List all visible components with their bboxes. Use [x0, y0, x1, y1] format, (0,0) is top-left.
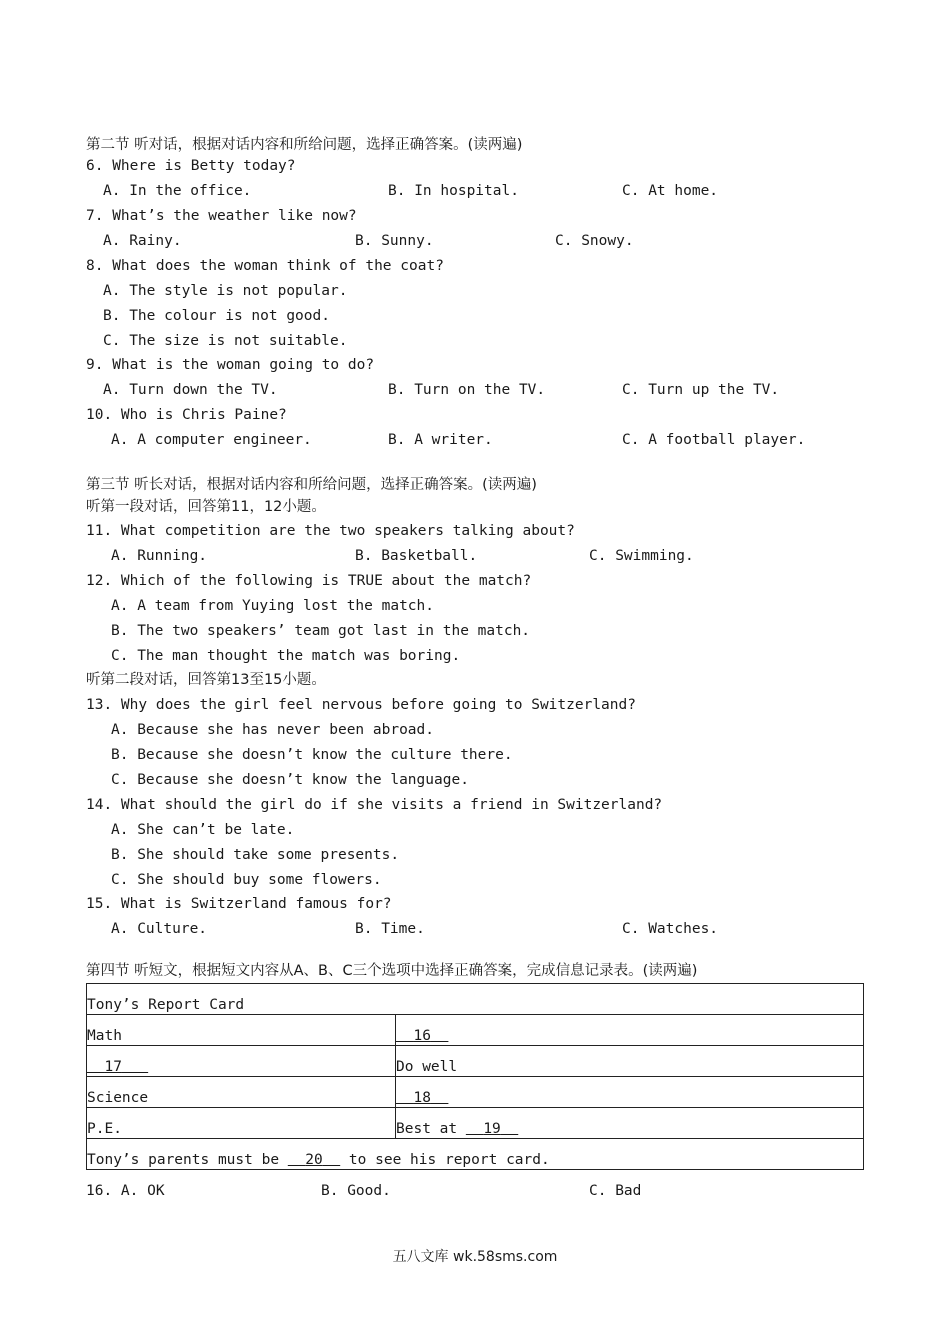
- cell-blank-17: [87, 1046, 396, 1077]
- question-16: 16. A. OK: [86, 1183, 165, 1199]
- q6-option-c: C. At home.: [622, 183, 719, 199]
- q13-option-a: A. Because she has never been abroad.: [111, 722, 435, 738]
- q9-option-c: C. Turn up the TV.: [622, 382, 780, 398]
- parents-text-post: to see his report card.: [340, 1152, 550, 1168]
- blank-18: 18: [413, 1090, 431, 1106]
- parents-text-pre: Tony’s parents must be: [87, 1152, 288, 1168]
- q11-option-c: C. Swimming.: [589, 548, 694, 564]
- blank-20: 20: [305, 1152, 323, 1168]
- q14-option-c: C. She should buy some flowers.: [111, 872, 382, 888]
- q8-option-a: A. The style is not popular.: [103, 283, 348, 299]
- cell-parents: [87, 1139, 864, 1170]
- footer-watermark: 五八文库 wk.58sms.com: [392, 1249, 558, 1265]
- q7-option-b: B. Sunny.: [355, 233, 434, 249]
- question-12: 12. Which of the following is TRUE about the match?: [86, 573, 532, 589]
- cell-blank-18: [396, 1077, 864, 1108]
- q15-option-a: A. Culture.: [111, 921, 208, 937]
- section2-heading: 第二节 听对话，根据对话内容和所给问题，选择正确答案。(读两遍): [86, 137, 523, 153]
- question-9: 9. What is the woman going to do?: [86, 357, 375, 373]
- best-at-label: Best at: [396, 1121, 466, 1137]
- q11-option-b: B. Basketball.: [355, 548, 478, 564]
- cell-math: Math: [87, 1015, 396, 1046]
- table-row: [87, 1077, 864, 1108]
- q14-option-a: A. She can’t be late.: [111, 822, 295, 838]
- table-row: [87, 984, 864, 1015]
- question-7: 7. What’s the weather like now?: [86, 208, 357, 224]
- q6-option-a: A. In the office.: [103, 183, 252, 199]
- q8-option-c: C. The size is not suitable.: [103, 333, 348, 349]
- q8-option-b: B. The colour is not good.: [103, 308, 330, 324]
- cell-science: Science: [87, 1077, 396, 1108]
- q14-option-b: B. She should take some presents.: [111, 847, 400, 863]
- table-row: [87, 1046, 864, 1077]
- cell-do-well: Do well: [396, 1046, 864, 1077]
- q9-option-b: B. Turn on the TV.: [388, 382, 546, 398]
- q16-option-b: B. Good.: [321, 1183, 391, 1199]
- section3-heading: 第三节 听长对话，根据对话内容和所给问题，选择正确答案。(读两遍): [86, 477, 537, 493]
- question-11: 11. What competition are the two speakers talking about?: [86, 523, 575, 539]
- cell-blank-16: [396, 1015, 864, 1046]
- blank-16: 16: [413, 1028, 431, 1044]
- dialog2-instruction: 听第二段对话，回答第13至15小题。: [86, 672, 326, 688]
- q11-option-a: A. Running.: [111, 548, 208, 564]
- q6-option-b: B. In hospital.: [388, 183, 519, 199]
- table-row: [87, 1015, 864, 1046]
- question-15: 15. What is Switzerland famous for?: [86, 896, 392, 912]
- q10-option-c: C. A football player.: [622, 432, 806, 448]
- q16-option-c: C. Bad: [589, 1183, 642, 1199]
- blank-17: 17: [104, 1059, 122, 1075]
- q13-option-b: B. Because she doesn’t know the culture there.: [111, 747, 513, 763]
- table-row: [87, 1108, 864, 1139]
- q15-option-b: B. Time.: [355, 921, 425, 937]
- q12-option-b: B. The two speakers’ team got last in the match.: [111, 623, 531, 639]
- report-card-title: Tony’s Report Card: [87, 984, 864, 1015]
- q7-option-c: C. Snowy.: [555, 233, 634, 249]
- report-card-table: [86, 983, 864, 1170]
- cell-pe: P.E.: [87, 1108, 396, 1139]
- question-8: 8. What does the woman think of the coat?: [86, 258, 444, 274]
- q10-option-a: A. A computer engineer.: [111, 432, 312, 448]
- table-row: [87, 1139, 864, 1170]
- blank-19: 19: [483, 1121, 501, 1137]
- q9-option-a: A. Turn down the TV.: [103, 382, 278, 398]
- q15-option-c: C. Watches.: [622, 921, 719, 937]
- q10-option-b: B. A writer.: [388, 432, 493, 448]
- question-10: 10. Who is Chris Paine?: [86, 407, 287, 423]
- question-6: 6. Where is Betty today?: [86, 158, 296, 174]
- question-13: 13. Why does the girl feel nervous before going to Switzerland?: [86, 697, 636, 713]
- q7-option-a: A. Rainy.: [103, 233, 182, 249]
- q12-option-c: C. The man thought the match was boring.: [111, 648, 461, 664]
- q13-option-c: C. Because she doesn’t know the language.: [111, 772, 469, 788]
- dialog1-instruction: 听第一段对话，回答第11，12小题。: [86, 499, 326, 515]
- section4-heading: 第四节 听短文，根据短文内容从A、B、C三个选项中选择正确答案，完成信息记录表。(读两遍): [86, 963, 698, 979]
- question-14: 14. What should the girl do if she visits a friend in Switzerland?: [86, 797, 663, 813]
- cell-best-at: [396, 1108, 864, 1139]
- q12-option-a: A. A team from Yuying lost the match.: [111, 598, 435, 614]
